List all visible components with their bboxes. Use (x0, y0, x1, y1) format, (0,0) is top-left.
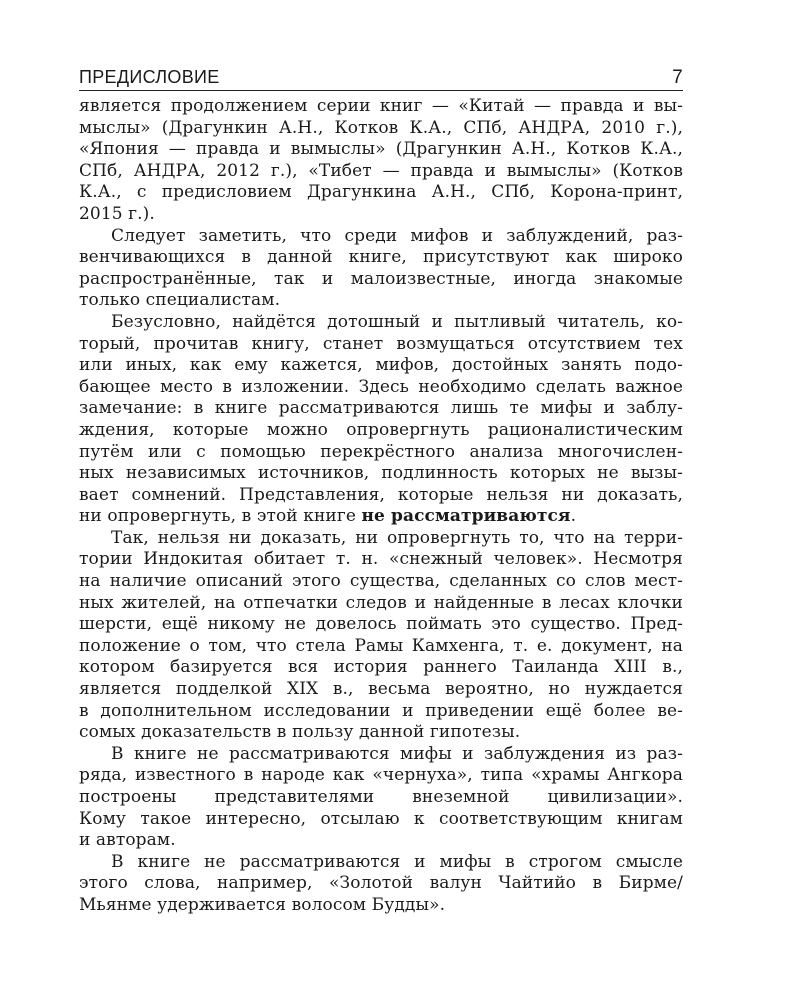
text-line: замечание: в книге рассматриваются лишь те мифы и заблу- (79, 398, 683, 419)
text-line: только специалистам. (79, 290, 281, 311)
text-line: В книге не рассматриваются и мифы в строгом смысле (111, 851, 683, 872)
text-line: путём или с помощью перекрёстного анализа многочислен- (79, 441, 683, 462)
text-line: Кому такое интересно, отсылаю к соответствующим книгам (79, 808, 683, 829)
text-line: «Япония — правда и вымыслы» (Драгункин А.Н., Котков К.А., (79, 139, 683, 160)
text-line: тории Индокитая обитает т. н. «снежный человек». Несмотря (79, 549, 683, 570)
text-line: положение о том, что стела Рамы Камхенга, т. е. документ, на (79, 635, 683, 656)
text-line: К.А., с предисловием Драгункина А.Н., СПб, Корона-принт, (79, 182, 683, 203)
text-line: в дополнительном исследовании и приведении ещё более ве- (79, 700, 683, 721)
running-header (79, 66, 683, 91)
text-line: Так, нельзя ни доказать, ни опровергнуть то, что на терри- (111, 527, 683, 548)
chapter-title: ПРЕДИСЛОВИЕ (79, 67, 220, 87)
text-line: СПб, АНДРА, 2012 г.), «Тибет — правда и вымыслы» (Котков (79, 160, 683, 181)
text-line: вает сомнений. Представления, которые нельзя ни доказать, (79, 484, 683, 505)
text-line: и авторам. (79, 830, 176, 851)
text-line: бающее место в изложении. Здесь необходимо сделать важное (79, 376, 683, 397)
text-line: котором базируется вся история раннего Таиланда XIII в., (79, 657, 683, 678)
text-run: . (570, 506, 577, 527)
text-line: этого слова, например, «Золотой валун Чайтийо в Бирме/ (79, 873, 683, 894)
text-run: ни опровергнуть, в этой книге (79, 506, 362, 527)
text-line: сомых доказательств в пользу данной гипотезы. (79, 722, 521, 743)
text-line: построены представителями внеземной цивилизации». (79, 787, 683, 807)
text-line: распространённые, так и малоизвестные, иногда знакомые (79, 268, 683, 289)
text-line: ных жителей, на отпечатки следов и найденные в лесах клочки (79, 592, 683, 613)
text-line: ных независимых источников, подлинность которых не вызы- (79, 463, 683, 484)
text-line: является подделкой XIX в., весьма вероятно, но нуждается (79, 679, 683, 700)
text-line: Следует заметить, что среди мифов и заблуждений, раз- (111, 225, 683, 246)
emphasis-bold: не рассматриваются (361, 506, 571, 527)
text-line: или иных, как ему кажется, мифов, достойных занять подо- (79, 355, 683, 376)
text-line: венчивающихся в данной книге, присутствуют как широко (79, 247, 683, 268)
text-line: торый, прочитав книгу, станет возмущаться отсутствием тех (79, 333, 683, 354)
text-line: мыслы» (Драгункин А.Н., Котков К.А., СПб, АНДРА, 2010 г.), (79, 117, 683, 138)
text-line: В книге не рассматриваются мифы и заблуждения из раз- (111, 743, 683, 764)
text-line: Мьянме удерживается волосом Будды». (79, 894, 446, 915)
text-line: ждения, которые можно опровергнуть рационалистическим (79, 419, 683, 440)
text-line: на наличие описаний этого существа, сделанных со слов мест- (79, 571, 683, 592)
text-line: является продолжением серии книг — «Китай — правда и вы- (79, 96, 683, 116)
page-number: 7 (672, 67, 683, 88)
text-line (79, 506, 683, 528)
text-line: 2015 г.). (79, 203, 155, 224)
text-line: ряда, известного в народе как «чернуха», типа «храмы Ангкора (79, 765, 683, 786)
text-line: Безусловно, найдётся дотошный и пытливый читатель, ко- (111, 311, 683, 332)
text-line: шерсти, ещё никому не довелось поймать это существо. Пред- (79, 614, 683, 635)
page-body (79, 96, 683, 917)
